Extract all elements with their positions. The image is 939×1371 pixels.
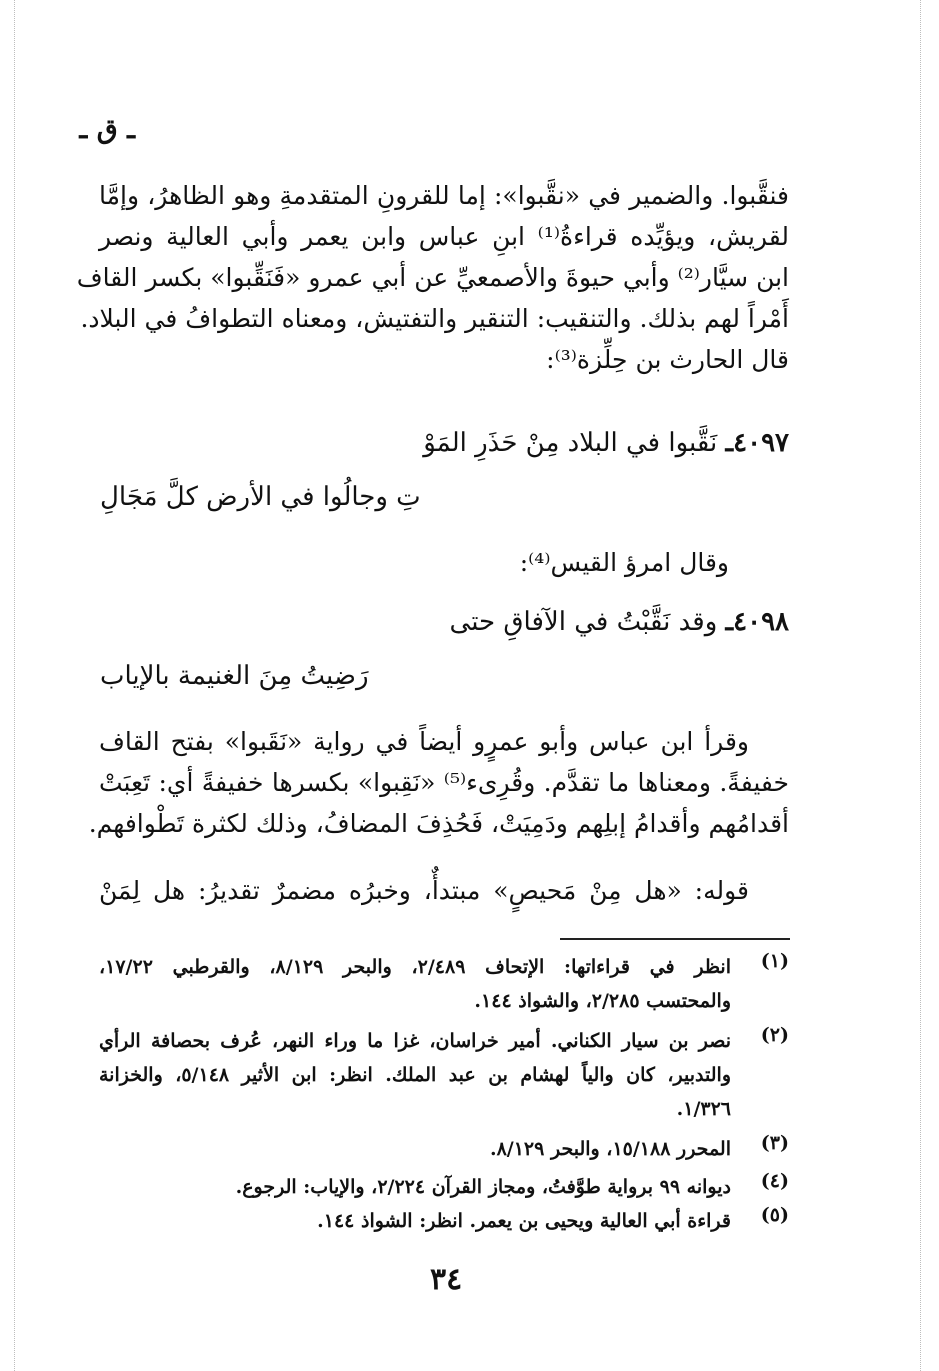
footnote-line: انظر في قراءاتها: الإتحاف ٢/٤٨٩، والبحر ٨/١٢٩، والقرطبي ١٧/٢٢،	[99, 956, 731, 978]
footnote-line: والمحتسب ٢/٢٨٥، والشواذ ١٤٤.	[474, 990, 731, 1012]
verse-4098-first-hemistich	[450, 607, 789, 637]
page-number: ٣٤	[430, 1262, 463, 1297]
paragraph-line: قوله: «هل مِنْ مَحيصٍ» مبتدأٌ، وخبرُه مضمرٌ تقديرُ: هل لِمَنْ	[99, 876, 749, 905]
footnote-2	[99, 1024, 789, 1126]
paragraph-line: أقدامُهم وأقدامُ إبلِهم ودَمِيَتْ، فَحُذِفَ المضافُ، وذلك لكثرة تَطْوافهم.	[88, 809, 789, 838]
paragraph-line: ابن سيَّار⁽²⁾ وأبي حيوةَ والأصمعيِّ عن أبي عمرو «فَنَقِّبوا» بكسر القاف	[76, 263, 789, 292]
footnote-5	[99, 1204, 789, 1238]
verse-number: ٤٠٩٧ـ	[725, 428, 789, 458]
footnote-line: قراءة أبي العالية ويحيى بن يعمر. انظر: الشواذ ١٤٤.	[317, 1210, 731, 1232]
verse-number: ٤٠٩٨ـ	[725, 607, 789, 637]
footnotes	[99, 950, 789, 1238]
verse-4098-second-hemistich: رَضِيتُ مِنَ الغنيمة بالإياب	[100, 661, 369, 691]
footnote-number: (٤)	[760, 1170, 789, 1192]
footnote-4	[99, 1170, 789, 1204]
scan-edge-right	[920, 0, 921, 1371]
footnote-line: والتدبير، كان والياً لهشام بن عبد الملك. انظر: ابن الأثير ٥/١٤٨، والخزانة	[99, 1064, 731, 1086]
verse-introduction: وقال امرؤ القيس⁽⁴⁾:	[519, 548, 729, 577]
paragraph-3	[99, 870, 789, 911]
footnote-3	[99, 1132, 789, 1166]
footnote-line: نصر بن سيار الكناني. أمير خراسان، غزا ما وراء النهر، عُرف بحصافة الرأي	[99, 1030, 731, 1052]
paragraph-line: فنقَّبوا. والضمير في «نقَّبوا»: إما للقرونِ المتقدمةِ وهو الظاهرُ، وإمَّا	[99, 181, 789, 210]
verse-4097-second-hemistich: تِ وجالُوا في الأرض كلَّ مَجَالِ	[100, 482, 421, 512]
paragraph-2	[88, 721, 789, 844]
paragraph-line: أَمْراً لهم بذلك. والتنقيب: التنقير والتفتيش، ومعناه التطوافُ في البلاد.	[80, 304, 789, 333]
paragraph-line: خفيفةً. ومعناها ما تقدَّم. وقُرِىء⁽⁵⁾ «نَقِبوا» بكسرها خفيفةً أي: تَعِبَتْ	[99, 768, 789, 797]
paragraph-line: وقرأ ابن عباس وأبو عمرٍو أيضاً في رواية «نَقَبوا» بفتح القاف	[99, 727, 749, 756]
footnote-line: ١/٣٢٦.	[676, 1098, 731, 1120]
verse-text: نَقَّبوا في البلاد مِنْ حَذَرِ المَوْ	[423, 428, 718, 458]
footnote-number: (٥)	[760, 1204, 789, 1226]
paragraph-line: قال الحارث بن حِلِّزة⁽³⁾:	[546, 345, 789, 374]
page-header: ـ ق ـ	[79, 114, 135, 145]
verse-text: وقد نَقَّبْتُ في الآفاقِ حتى	[449, 607, 718, 637]
paragraph-1	[76, 175, 789, 380]
footnote-separator	[560, 938, 790, 940]
verse-4097-first-hemistich	[423, 428, 789, 458]
footnote-1	[99, 950, 789, 1018]
scan-edge-left	[14, 0, 15, 1371]
footnote-number: (٣)	[760, 1132, 789, 1154]
paragraph-line: لقريش، ويؤيِّده قراءةُ⁽¹⁾ ابنِ عباس وابن يعمر وأبي العالية ونصر	[99, 222, 789, 251]
footnote-line: ديوانه ٩٩ برواية طوَّفتُ، ومجاز القرآن ٢/٢٢٤، والإياب: الرجوع.	[235, 1176, 731, 1198]
footnote-line: المحرر ١٥/١٨٨، والبحر ٨/١٢٩.	[489, 1138, 731, 1160]
footnote-number: (١)	[760, 950, 789, 972]
footnote-number: (٢)	[760, 1024, 789, 1046]
